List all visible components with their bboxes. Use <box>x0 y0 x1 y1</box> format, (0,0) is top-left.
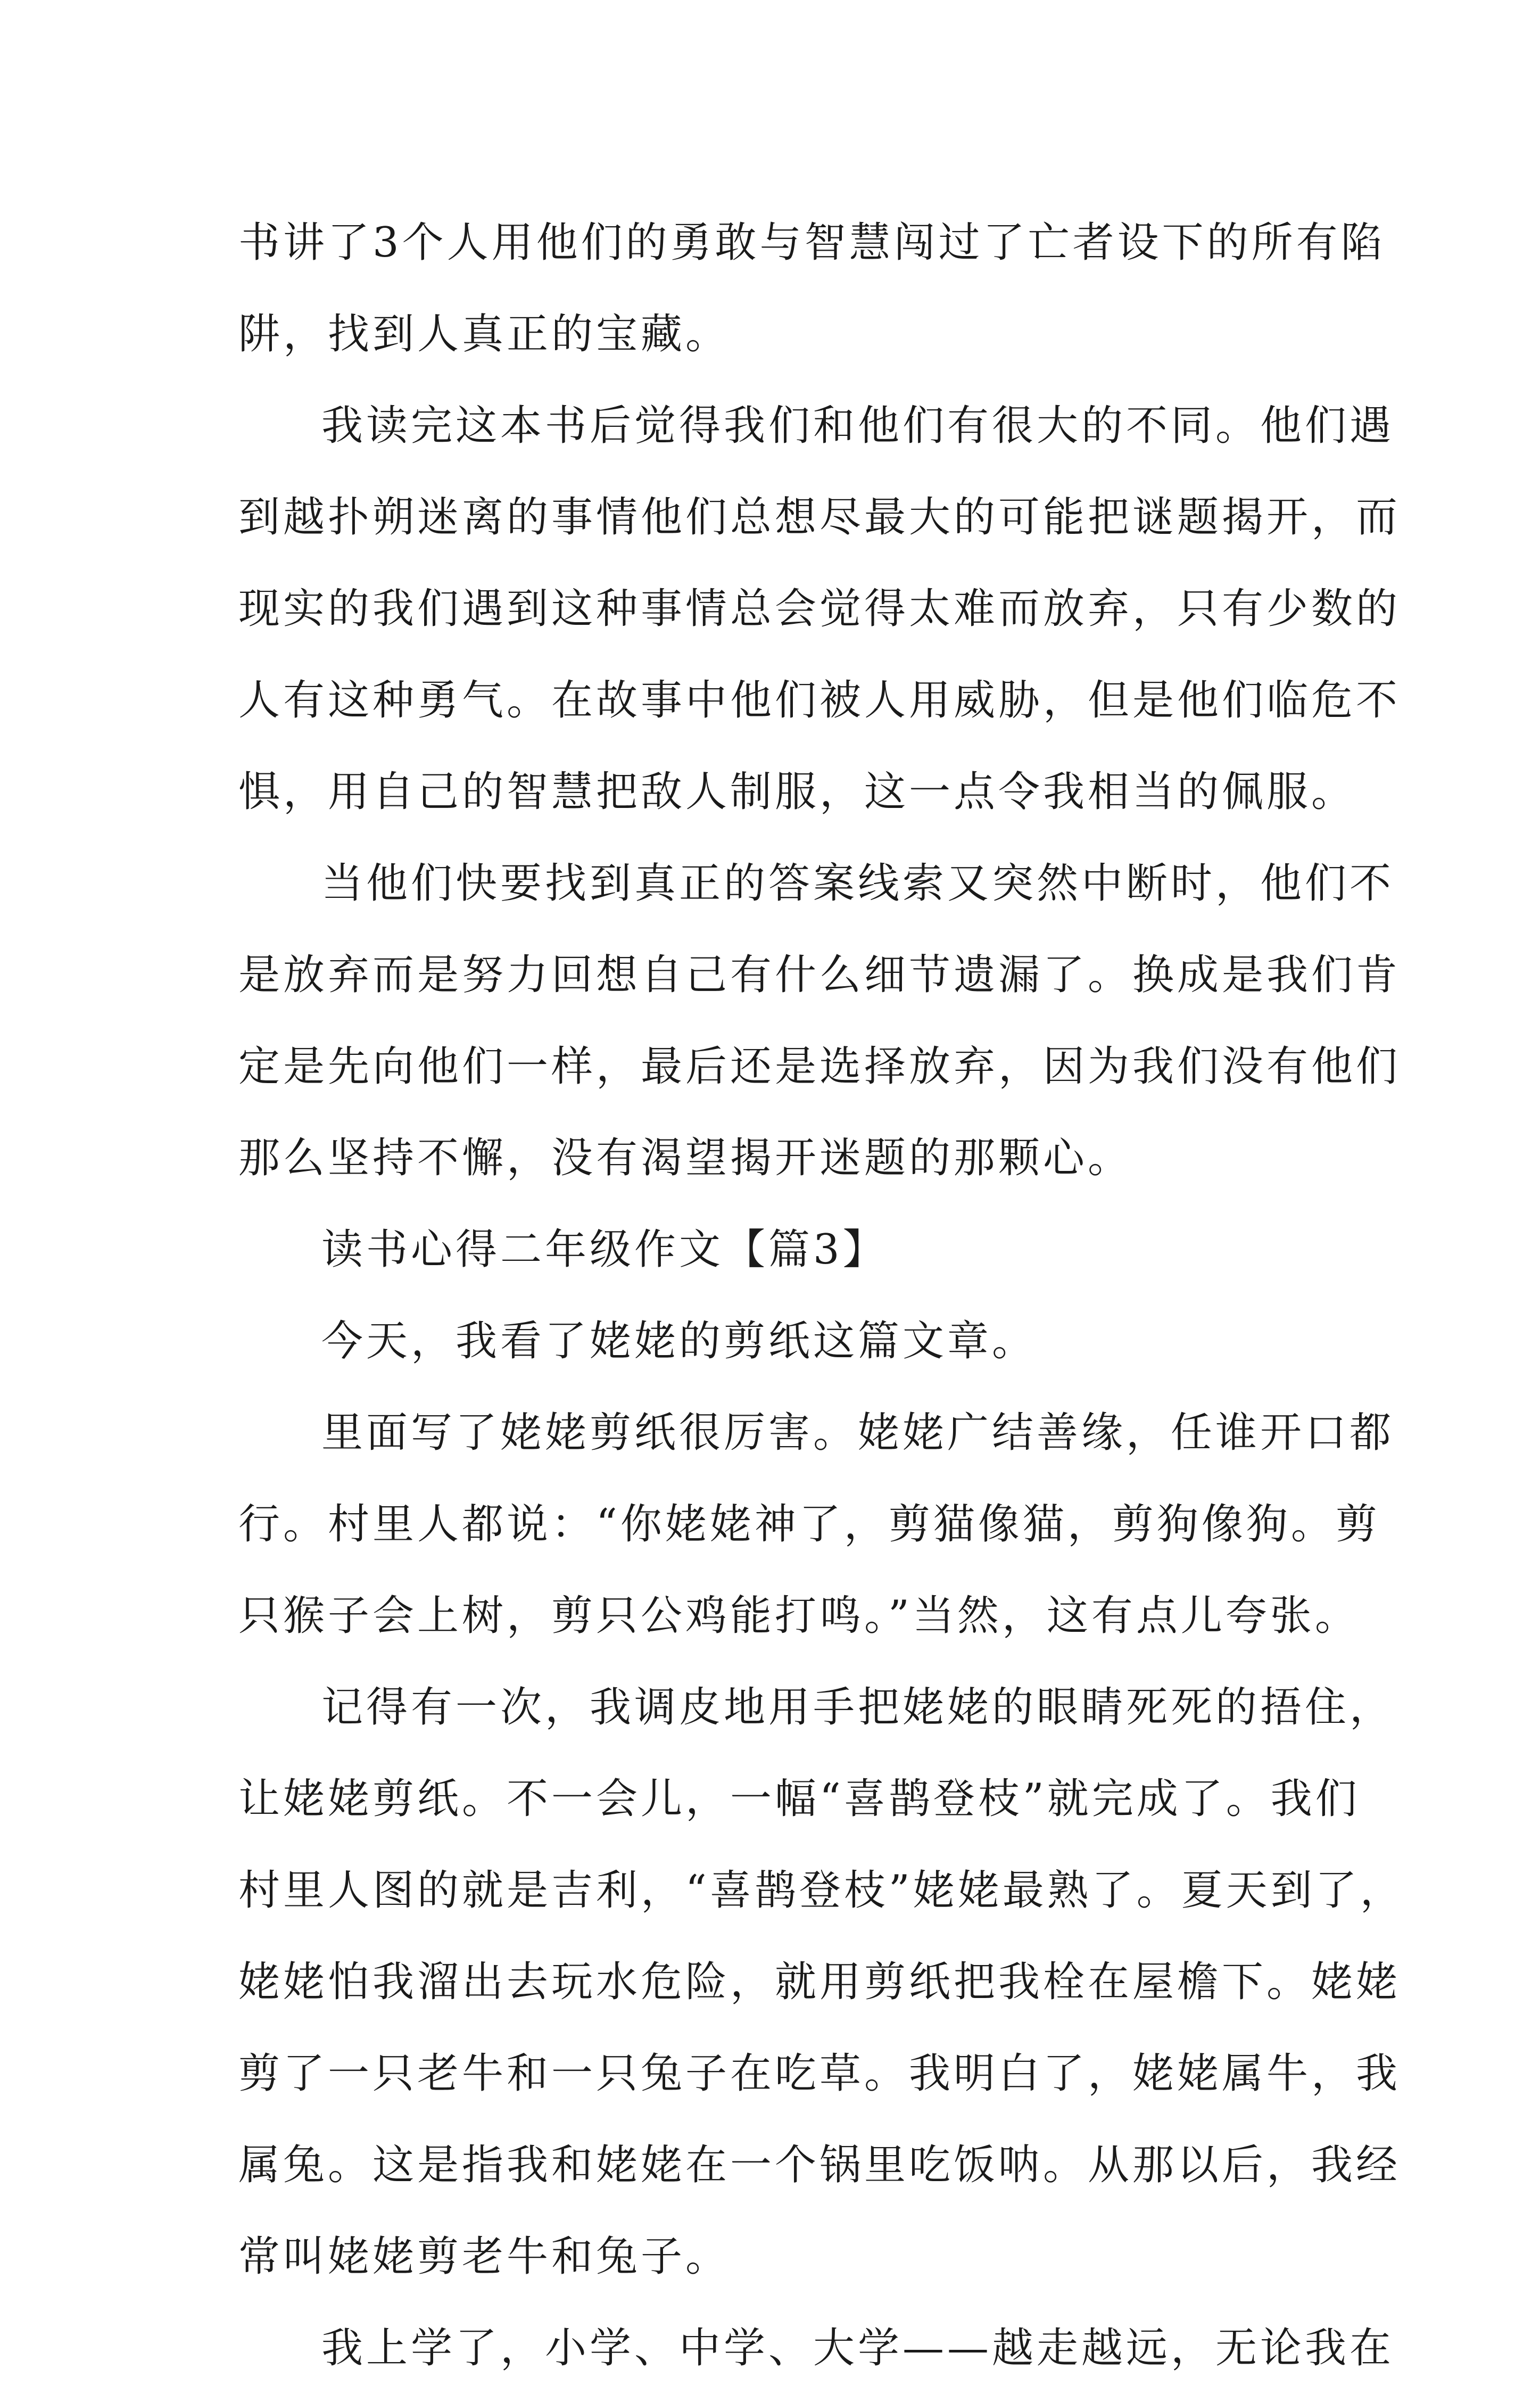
text-line: 定是先向他们一样，最后还是选择放弃，因为我们没有他们 <box>238 1043 1401 1091</box>
text-line: 阱，找到人真正的宝藏。 <box>238 310 731 358</box>
text-line: 现实的我们遇到这种事情总会觉得太难而放弃，只有少数的 <box>238 585 1401 633</box>
paragraph-7 <box>238 2302 1395 2394</box>
paragraph-1 <box>238 197 1386 380</box>
text-line: 常叫姥姥剪老牛和兔子。 <box>238 2233 731 2281</box>
text-line: 是放弃而是努力回想自己有什么细节遗漏了。换成是我们肯 <box>238 951 1401 999</box>
text-line: 今天，我看了姥姥的剪纸这篇文章。 <box>321 1317 1037 1365</box>
text-line: 姥姥怕我溜出去玩水危险，就用剪纸把我栓在屋檐下。姥姥 <box>238 1958 1401 2006</box>
text-line: 惧，用自己的智慧把敌人制服，这一点令我相当的佩服。 <box>238 768 1356 816</box>
text-line: 记得有一次，我调皮地用手把姥姥的眼睛死死的捂住， <box>321 1683 1395 1731</box>
paragraph-4 <box>238 1295 1319 1387</box>
text-line: 我上学了，小学、中学、大学——越走越远，无论我在 <box>321 2324 1395 2372</box>
text-line: 那么坚持不懈，没有渴望揭开迷题的那颗心。 <box>238 1134 1133 1182</box>
paragraph-2 <box>238 380 1401 838</box>
text-line: 剪了一只老牛和一只兔子在吃草。我明白了，姥姥属牛，我 <box>238 2050 1401 2098</box>
paragraph-6 <box>238 1662 1405 2302</box>
body-text <box>238 197 1405 2394</box>
text-line: 当他们快要找到真正的答案线索又突然中断时，他们不 <box>321 860 1395 907</box>
text-line: 属兔。这是指我和姥姥在一个锅里吃饭呐。从那以后，我经 <box>238 2141 1401 2189</box>
paragraph-5 <box>238 1387 1395 1662</box>
text-line: 只猴子会上树，剪只公鸡能打鸣。”当然，这有点儿夸张。 <box>238 1592 1360 1640</box>
paragraph-3 <box>238 838 1401 1204</box>
text-line: 行。村里人都说：“你姥姥神了，剪猫像猫，剪狗像狗。剪 <box>238 1500 1380 1548</box>
text-line: 村里人图的就是吉利，“喜鹊登枝”姥姥最熟了。夏天到了， <box>238 1867 1405 1914</box>
text-line: 人有这种勇气。在故事中他们被人用威胁，但是他们临危不 <box>238 676 1401 724</box>
text-line: 让姥姥剪纸。不一会儿，一幅“喜鹊登枝”就完成了。我们 <box>238 1775 1360 1823</box>
text-line: 到越扑朔迷离的事情他们总想尽最大的可能把谜题揭开，而 <box>238 493 1401 541</box>
text-line: 书讲了3个人用他们的勇敢与智慧闯过了亡者设下的所有陷 <box>238 219 1386 267</box>
text-line: 我读完这本书后觉得我们和他们有很大的不同。他们遇 <box>321 402 1395 450</box>
text-line: 读书心得二年级作文【篇3】 <box>321 1226 888 1274</box>
section-heading <box>238 1204 1319 1295</box>
text-line: 里面写了姥姥剪纸很厉害。姥姥广结善缘，任谁开口都 <box>321 1409 1395 1457</box>
